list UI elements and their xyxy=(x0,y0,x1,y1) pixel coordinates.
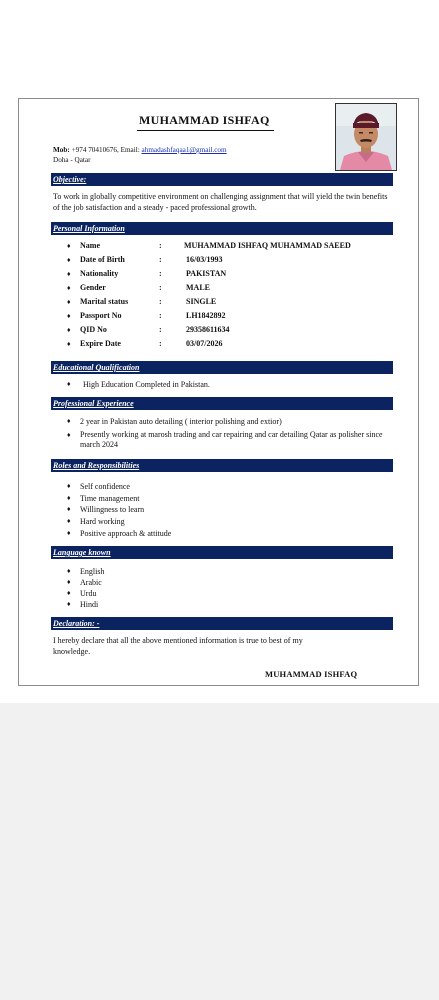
bullet-icon: ♦ xyxy=(67,340,71,348)
languages-heading: Language known xyxy=(51,546,393,559)
profile-photo-image xyxy=(336,104,396,170)
personal-info-value: SINGLE xyxy=(186,297,217,306)
signature-name: MUHAMMAD ISHFAQ xyxy=(265,669,358,679)
experience-item: ♦ Presently working at marosh trading and car repairing and car detailing Qatar as polisher since march 2024 xyxy=(67,430,383,449)
bullet-icon: ♦ xyxy=(67,517,71,525)
bullet-icon: ♦ xyxy=(67,505,71,513)
personal-info-key: QID No xyxy=(80,325,107,334)
bullet-icon: ♦ xyxy=(67,380,71,388)
bullet-icon: ♦ xyxy=(67,589,71,597)
profile-photo xyxy=(335,103,397,171)
mobile-number: +974 70410676, xyxy=(71,146,119,154)
resume-name-title: MUHAMMAD ISHFAQ xyxy=(137,113,274,131)
experience-heading: Professional Experience xyxy=(51,397,393,410)
email-link[interactable]: ahmadashfaqaa1@gmail.com xyxy=(141,146,227,154)
declaration-text: I hereby declare that all the above mentioned information is true to best of my knowledge. xyxy=(53,636,303,656)
objective-heading: Objective: xyxy=(51,173,393,186)
contact-block xyxy=(53,146,227,165)
mobile-label: Mob: xyxy=(53,146,70,154)
personal-info-value: PAKISTAN xyxy=(186,269,227,278)
bullet-icon: ♦ xyxy=(67,284,71,292)
personal-info-separator: : xyxy=(159,325,162,334)
personal-info-separator: : xyxy=(159,241,162,250)
personal-info-key: Expire Date xyxy=(80,339,121,348)
personal-info-separator: : xyxy=(159,311,162,320)
bullet-icon: ♦ xyxy=(67,270,71,278)
education-heading: Educational Qualification xyxy=(51,361,393,374)
personal-info-value: 29358611634 xyxy=(186,325,230,334)
bullet-icon: ♦ xyxy=(67,312,71,320)
personal-info-value: 16/03/1993 xyxy=(186,255,223,264)
personal-info-separator: : xyxy=(159,283,162,292)
bullet-icon: ♦ xyxy=(67,256,71,264)
personal-info-key: Marital status xyxy=(80,297,129,306)
personal-info-key: Nationality xyxy=(80,269,119,278)
bullet-icon: ♦ xyxy=(67,417,71,425)
objective-text: To work in globally competitive environment on challenging assignment that will yield the twin benefits of the job satisfaction and a steady - paced professional growth. xyxy=(53,192,388,212)
personal-info-value: 03/07/2026 xyxy=(186,339,223,348)
bullet-icon: ♦ xyxy=(67,578,71,586)
bullet-icon: ♦ xyxy=(67,567,71,575)
bullet-icon: ♦ xyxy=(67,529,71,537)
contact-line xyxy=(53,146,227,156)
personal-info-key: Date of Birth xyxy=(80,255,125,264)
personal-info-separator: : xyxy=(159,339,162,348)
personal-info-key: Name xyxy=(80,241,100,250)
resume-document: MUHAMMAD ISHFAQ Mob: +974 70410676, Email: ahmadashfaqaa1@gmail.com Doha - Qatar Objective: To work in globally competitive environment on challenging assignment that will yield the twin benefits of the job satisfaction and a steady - paced professional growth. Personal Information ♦ Name : MUHAMMAD ISHFAQ MUHAMMAD SAEED ♦ Date of Birth : 16/03/1993 ♦ Nationality : PAKISTAN ♦ Gender : MALE ♦ Marital status : SINGLE ♦ Passport No : LH1842892 ♦ QID No : 29358611634 ♦ Expire Date : 03/07/2026 Educational Qualification ♦ High Education Completed in Pakistan. Professional Experience ♦ 2 year in Pakistan auto detailing ( interior polishing and extior) ♦ Presently working at marosh trading and car repairing and car detailing Qatar as polisher since march 2024 Roles and Responsibilities ♦ Self confidence ♦ Time management ♦ Willingness to learn ♦ Hard working ♦ Positive approach & attitude Language known ♦ English ♦ Arabic ♦ Urdu ♦ Hindi Declaration: - I hereby declare that all the above mentioned information is true to best of my knowledge. MUHAMMAD ISHFAQ xyxy=(18,98,419,686)
personal-info-value: MUHAMMAD ISHFAQ MUHAMMAD SAEED xyxy=(184,241,351,250)
location-text: Doha - Qatar xyxy=(53,155,91,164)
bullet-icon: ♦ xyxy=(67,482,71,490)
email-label: Email: xyxy=(120,146,140,154)
declaration-heading: Declaration: - xyxy=(51,617,393,630)
personal-info-value: MALE xyxy=(186,283,210,292)
personal-info-key: Passport No xyxy=(80,311,122,320)
empty-viewer-area xyxy=(0,703,439,1000)
personal-info-key: Gender xyxy=(80,283,106,292)
bullet-icon: ♦ xyxy=(67,431,71,439)
personal-info-separator: : xyxy=(159,297,162,306)
personal-info-heading: Personal Information xyxy=(51,222,393,235)
bullet-icon: ♦ xyxy=(67,600,71,608)
bullet-icon: ♦ xyxy=(67,242,71,250)
personal-info-separator: : xyxy=(159,269,162,278)
personal-info-separator: : xyxy=(159,255,162,264)
bullet-icon: ♦ xyxy=(67,494,71,502)
roles-heading: Roles and Responsibilities xyxy=(51,459,393,472)
personal-info-value: LH1842892 xyxy=(186,311,226,320)
bullet-icon: ♦ xyxy=(67,326,71,334)
bullet-icon: ♦ xyxy=(67,298,71,306)
